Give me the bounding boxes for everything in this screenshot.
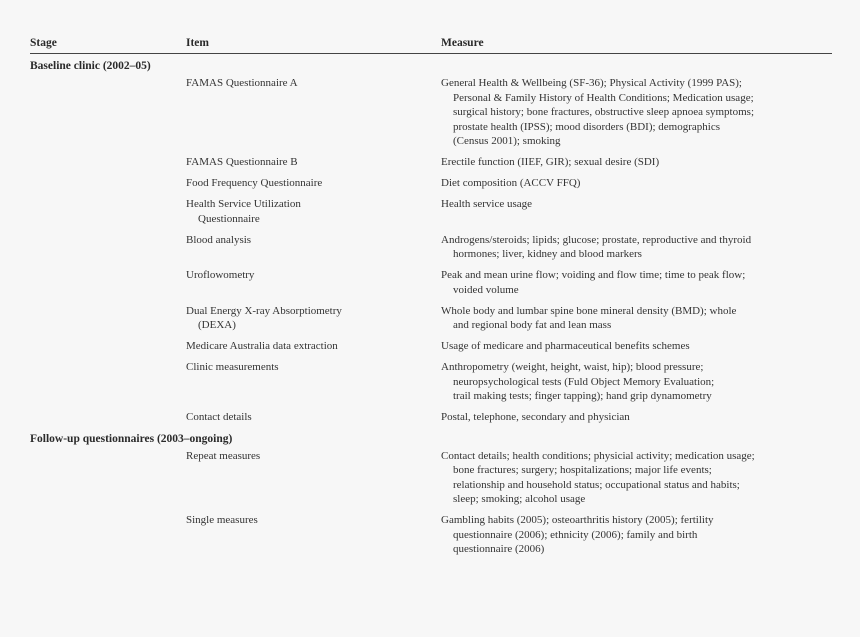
table-row (30, 197, 832, 226)
measure-cell (441, 360, 833, 404)
text-line: Androgens/steroids; lipids; glucose; prostate, reproductive and thyroid (441, 233, 752, 246)
text-line: Usage of medicare and pharmaceutical benefits schemes (441, 340, 690, 352)
item-cell (186, 176, 426, 191)
item-cell (186, 197, 426, 226)
item-cell (186, 339, 426, 354)
text-line: trail making tests; finger tapping); hand grip dynamometry (453, 390, 712, 402)
text-line: neuropsychological tests (Fuld Object Memory Evaluation; (453, 375, 715, 388)
text-line: Uroflowometry (186, 269, 255, 281)
text-line: bone fractures; surgery; hospitalizations; major life events; (453, 464, 712, 476)
item-cell (186, 410, 426, 425)
item-cell (186, 304, 426, 333)
text-line: General Health & Wellbeing (SF-36); Physical Activity (1999 PAS); (441, 77, 742, 89)
table-row (30, 76, 832, 149)
measure-cell (441, 304, 833, 333)
text-line: Repeat measures (186, 449, 261, 462)
measure-cell (441, 339, 833, 354)
text-line: Peak and mean urine flow; voiding and flow time; time to peak flow; (441, 269, 746, 281)
text-line: sleep; smoking; alcohol usage (453, 493, 586, 505)
section-spacer (30, 557, 832, 562)
item-cell (186, 449, 426, 464)
text-line: Anthropometry (weight, height, waist, hip); blood pressure; (441, 361, 704, 373)
header-measure: Measure (441, 37, 484, 49)
text-line: questionnaire (2006) (453, 543, 545, 555)
item-cell (186, 155, 426, 170)
text-line: hormones; liver, kidney and blood markers (453, 248, 642, 260)
measure-cell (441, 233, 833, 262)
header-stage: Stage (30, 37, 57, 49)
text-line: Contact details (186, 411, 252, 423)
table-row (30, 155, 832, 170)
text-line: Dual Energy X-ray Absorptiometry (186, 304, 342, 317)
stage-heading: Follow-up questionnaires (2003–ongoing) (30, 432, 233, 445)
text-line: questionnaire (2006); ethnicity (2006); family and birth (453, 528, 698, 541)
text-line: and regional body fat and lean mass (453, 319, 612, 331)
text-line: Health service usage (441, 198, 533, 210)
text-line: (Census 2001); smoking (453, 135, 561, 147)
measure-cell (441, 155, 833, 170)
text-line: Whole body and lumbar spine bone mineral density (BMD); whole (441, 304, 737, 317)
measure-cell (441, 76, 833, 149)
text-line: Postal, telephone, secondary and physician (441, 411, 630, 423)
text-line: Blood analysis (186, 233, 252, 246)
text-line: Personal & Family History of Health Conditions; Medication usage; (453, 91, 754, 104)
text-line: FAMAS Questionnaire A (186, 77, 298, 89)
text-line: voided volume (453, 283, 519, 296)
table-row (30, 339, 832, 354)
measure-cell (441, 449, 833, 507)
text-line: prostate health (IPSS); mood disorders (BDI); demographics (453, 120, 721, 133)
item-cell (186, 233, 426, 248)
text-line: (DEXA) (198, 319, 236, 331)
study-measures-table (30, 36, 832, 562)
table-row (30, 449, 832, 507)
measure-cell (441, 176, 833, 191)
measure-cell (441, 268, 833, 297)
text-line: Food Frequency Questionnaire (186, 177, 323, 189)
text-line: FAMAS Questionnaire B (186, 156, 298, 168)
text-line: Clinic measurements (186, 361, 279, 373)
text-line: Health Service Utilization (186, 198, 301, 210)
text-line: Contact details; health conditions; physicial activity; medication usage; (441, 449, 755, 462)
table-row (30, 410, 832, 425)
table-header (30, 36, 832, 54)
text-line: Medicare Australia data extraction (186, 340, 338, 352)
text-line: surgical history; bone fractures, obstructive sleep apnoea symptoms; (453, 106, 755, 118)
table-row (30, 268, 832, 297)
header-item: Item (186, 37, 209, 49)
item-cell (186, 513, 426, 528)
text-line: Erectile function (IIEF, GIR); sexual desire (SDI) (441, 156, 660, 168)
table-row (30, 176, 832, 191)
item-cell (186, 76, 426, 91)
measure-cell (441, 410, 833, 425)
measure-cell (441, 513, 833, 557)
text-line: Single measures (186, 514, 258, 526)
table-row (30, 360, 832, 404)
text-line: Questionnaire (198, 212, 260, 225)
text-line: relationship and household status; occupational status and habits; (453, 478, 740, 491)
item-cell (186, 360, 426, 375)
text-line: Diet composition (ACCV FFQ) (441, 177, 581, 189)
table-row (30, 304, 832, 333)
table-row (30, 233, 832, 262)
table-body (30, 57, 832, 562)
text-line: Gambling habits (2005); osteoarthritis history (2005); fertility (441, 514, 714, 526)
stage-heading: Baseline clinic (2002–05) (30, 60, 151, 72)
measure-cell (441, 197, 833, 212)
item-cell (186, 268, 426, 283)
table-row (30, 513, 832, 557)
